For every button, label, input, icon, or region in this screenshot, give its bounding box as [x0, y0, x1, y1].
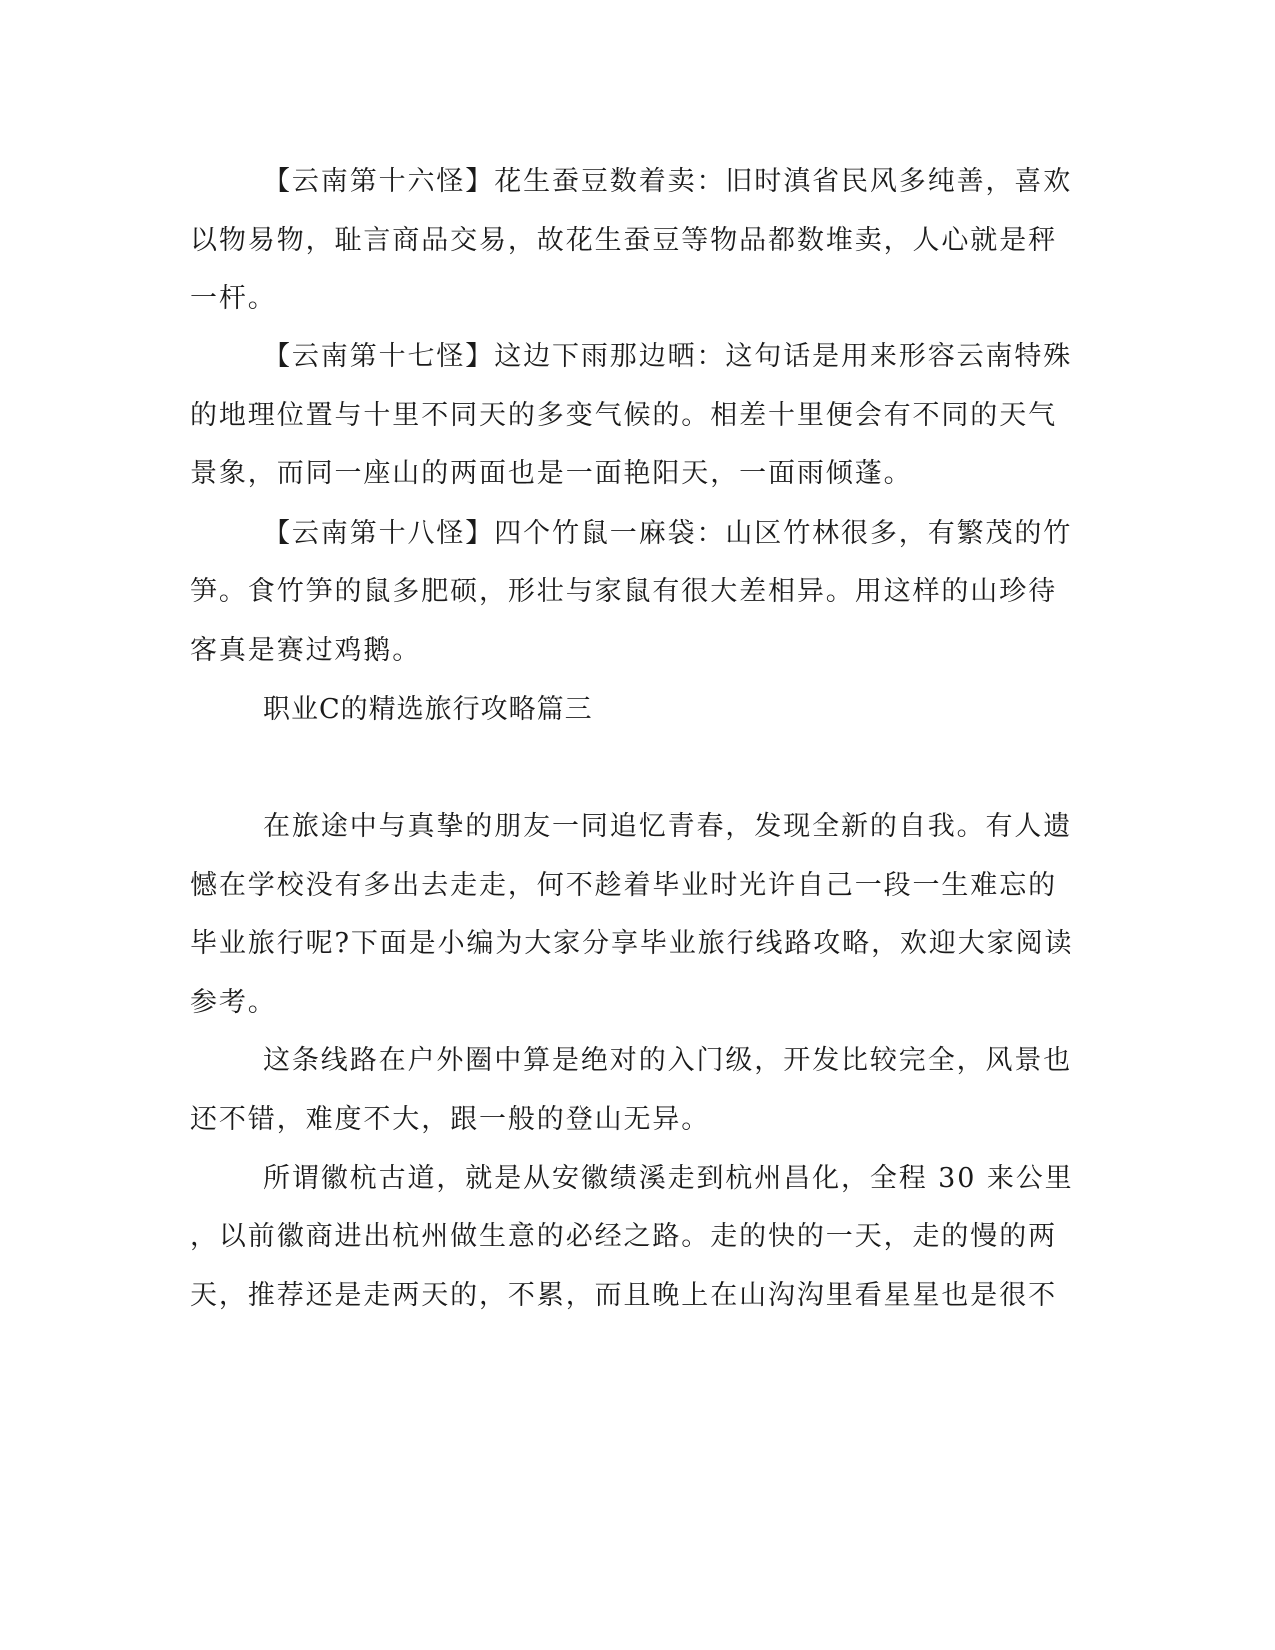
- paragraph-line: 【云南第十六怪】花生蚕豆数着卖：旧时滇省民风多纯善，喜欢: [263, 166, 1073, 197]
- paragraph-line: ，以前徽商进出杭州做生意的必经之路。走的快的一天，走的慢的两: [190, 1221, 1057, 1252]
- paragraph-line: 景象，而同一座山的两面也是一面艳阳天，一面雨倾蓬。: [190, 458, 913, 489]
- paragraph-line: 所谓徽杭古道，就是从安徽绩溪走到杭州昌化，全程 30 来公里: [263, 1163, 1074, 1194]
- paragraph-line: 客真是赛过鸡鹅。: [190, 635, 422, 666]
- paragraph-line: 一杆。: [190, 283, 277, 314]
- paragraph-line: 天，推荐还是走两天的，不累，而且晚上在山沟沟里看星星也是很不: [190, 1280, 1057, 1311]
- paragraph-line: 毕业旅行呢?下面是小编为大家分享毕业旅行线路攻略，欢迎大家阅读: [190, 928, 1074, 959]
- paragraph-line: 笋。食竹笋的鼠多肥硕，形壮与家鼠有很大差相异。用这样的山珍待: [190, 576, 1057, 607]
- paragraph-line: 【云南第十七怪】这边下雨那边晒：这句话是用来形容云南特殊: [263, 341, 1073, 372]
- paragraph-line: 以物易物，耻言商品交易，故花生蚕豆等物品都数堆卖，人心就是秤: [190, 225, 1057, 256]
- paragraph-line: 还不错，难度不大，跟一般的登山无异。: [190, 1104, 711, 1135]
- paragraph-line: 这条线路在户外圈中算是绝对的入门级，开发比较完全，风景也: [263, 1045, 1073, 1076]
- paragraph-line: 憾在学校没有多出去走走，何不趁着毕业时光许自己一段一生难忘的: [190, 870, 1057, 901]
- paragraph-line: 参考。: [190, 987, 277, 1018]
- paragraph-line: 的地理位置与十里不同天的多变气候的。相差十里便会有不同的天气: [190, 400, 1057, 431]
- section-heading: 职业C的精选旅行攻略篇三: [263, 694, 593, 725]
- paragraph-line: 【云南第十八怪】四个竹鼠一麻袋：山区竹林很多，有繁茂的竹: [263, 518, 1073, 549]
- paragraph-line: 在旅途中与真挚的朋友一同追忆青春，发现全新的自我。有人遗: [263, 811, 1073, 842]
